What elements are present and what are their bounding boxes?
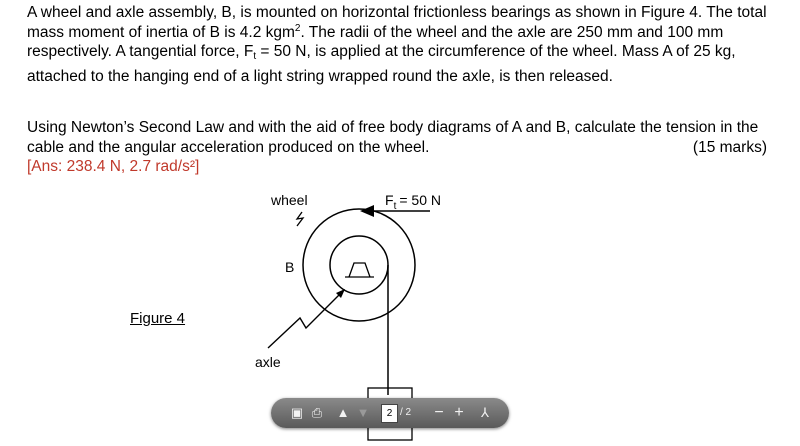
axle-circle (330, 236, 388, 294)
page-number-input[interactable]: 2 (381, 404, 398, 423)
print-icon[interactable]: ⎙ (311, 405, 323, 420)
zoom-in-icon[interactable]: + (454, 404, 464, 421)
problem-text-part-2: . The radii of the wheel and the axle are 250 mm and 100 mm respectively. A tangential force, F (27, 23, 724, 60)
page-total-label: / 2 (400, 407, 412, 418)
answer-text: [Ans: 238.4 N, 2.7 rad/s²] (27, 158, 200, 175)
acrobat-icon[interactable]: ⅄ (481, 405, 489, 420)
wheel-pointer (297, 212, 303, 226)
axle-pointer (268, 294, 340, 348)
previous-page-icon[interactable]: ▲ (336, 405, 350, 420)
problem-text-part-1: A wheel and axle assembly, B, is mounted on horizontal frictionless bearings as shown in Figure 4. The total mass moment of inertia of B is 4.2 kgm (27, 4, 767, 41)
wheel-circle (303, 209, 415, 321)
wheel-label: wheel (271, 192, 308, 208)
figure-caption: Figure 4 (130, 310, 186, 327)
next-page-icon[interactable]: ▼ (356, 405, 370, 420)
body-b-label: B (285, 259, 295, 275)
problem-text-part-3: = 50 N, is applied at the circumference of the wheel. Mass A of 25 kg, attached to the hanging end of a light string wrapped round the axle, is then released. (27, 43, 736, 85)
marks-label: (15 marks) (692, 138, 767, 156)
axle-label: axle (255, 354, 281, 370)
save-icon[interactable]: ▣ (290, 405, 304, 420)
zoom-out-icon[interactable]: − (434, 404, 444, 421)
inertia-unit-superscript: 2 (294, 22, 301, 34)
bearing-icon (345, 263, 374, 277)
pdf-toolbar (271, 398, 509, 428)
question-body: Using Newton’s Second Law and with the aid of free body diagrams of A and B, calculate the tension in the cable and the angular acceleration produced on the wheel. (27, 119, 759, 156)
force-label: $F_t = 50$ N (385, 192, 441, 212)
force-arrowhead (360, 205, 374, 217)
force-subscript: t (253, 51, 257, 62)
